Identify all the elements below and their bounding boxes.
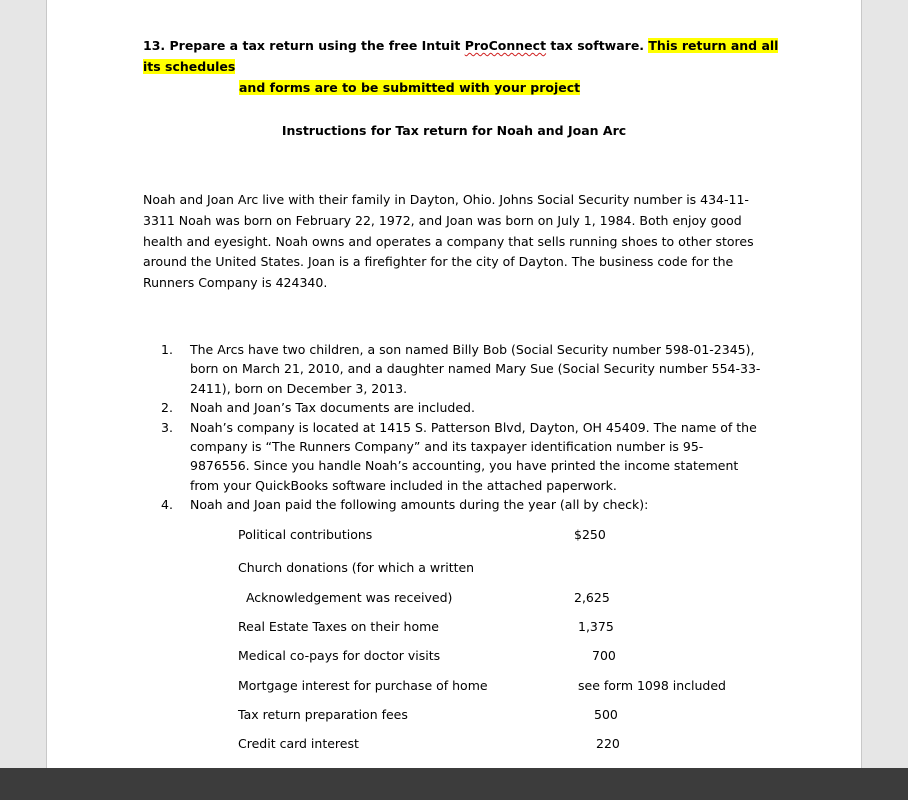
payment-row [238,736,738,754]
taskbar [0,768,908,800]
payment-label: Political contributions [238,527,373,542]
payment-row [238,527,738,545]
task-instruction [143,35,783,98]
list-item [161,495,761,514]
highlight-line-2: and forms are to be submitted with your project [239,80,581,95]
list-number: 1. [161,342,173,357]
payment-amount: see form 1098 included [578,678,726,693]
list-text: The Arcs have two children, a son named Billy Bob (Social Security number 598-01-2345), born on March 21, 2010, and a daughter named Mary Sue (Social Security number 554-33-2411), born on December 3, 2013. [190,342,761,396]
task-suffix: tax software. [546,38,649,53]
intro-paragraph: Noah and Joan Arc live with their family in Dayton, Ohio. Johns Social Security number is 434-11-3311 Noah was born on February 22, 1972, and Joan was born on July 1, 1984. Both enjoy good health and eyesight. Noah owns and operates a company that sells running shoes to other stores around the United States. Joan is a firefighter for the city of Dayton. The business code for the Runners Company is 424340. [143,192,754,291]
list-number: 3. [161,419,173,435]
payment-amount: 500 [594,707,618,722]
document-page [46,0,862,768]
page-title: Instructions for Tax return for Noah and Joan Arc [281,123,627,138]
payment-row [238,678,738,696]
payment-row [238,590,738,608]
payment-row [238,619,738,637]
list-item [161,418,761,496]
payment-label: Church donations (for which a written [238,560,475,575]
payment-label: Medical co-pays for doctor visits [238,648,441,663]
payment-amount: 700 [592,648,616,663]
list-item [161,340,761,398]
instruction-list [161,340,761,515]
list-text: Noah’s company is located at 1415 S. Patterson Blvd, Dayton, OH 45409. The name of the company is “The Runners Company” and its taxpayer identification number is 95-9876556. Since you handle Noah’s accounting, you have printed the income statement from your QuickBooks software included in the attached paperwork. [190,419,757,493]
payment-row [238,707,738,725]
list-number: 4. [161,497,173,513]
list-item [161,398,761,417]
payment-amount: $250 [574,527,606,542]
payment-amount: 1,375 [578,619,614,634]
payment-label: Real Estate Taxes on their home [238,619,439,634]
payment-label: Mortgage interest for purchase of home [238,678,488,693]
software-name: ProConnect [464,38,547,53]
list-text: Noah and Joan paid the following amounts during the year (all by check): [190,497,649,513]
payment-row [238,560,738,578]
payment-amount: 2,625 [574,590,610,605]
list-number: 2. [161,400,173,416]
payment-label: Acknowledgement was received) [238,590,453,605]
payment-amount: 220 [596,736,620,751]
payment-row [238,648,738,666]
payment-label: Tax return preparation fees [238,707,408,722]
list-text: Noah and Joan’s Tax documents are included. [190,400,475,416]
payment-label: Credit card interest [238,736,359,751]
highlight-line-1: This return and all its schedules [143,38,779,74]
task-prefix: 13. Prepare a tax return using the free Intuit [143,38,465,53]
